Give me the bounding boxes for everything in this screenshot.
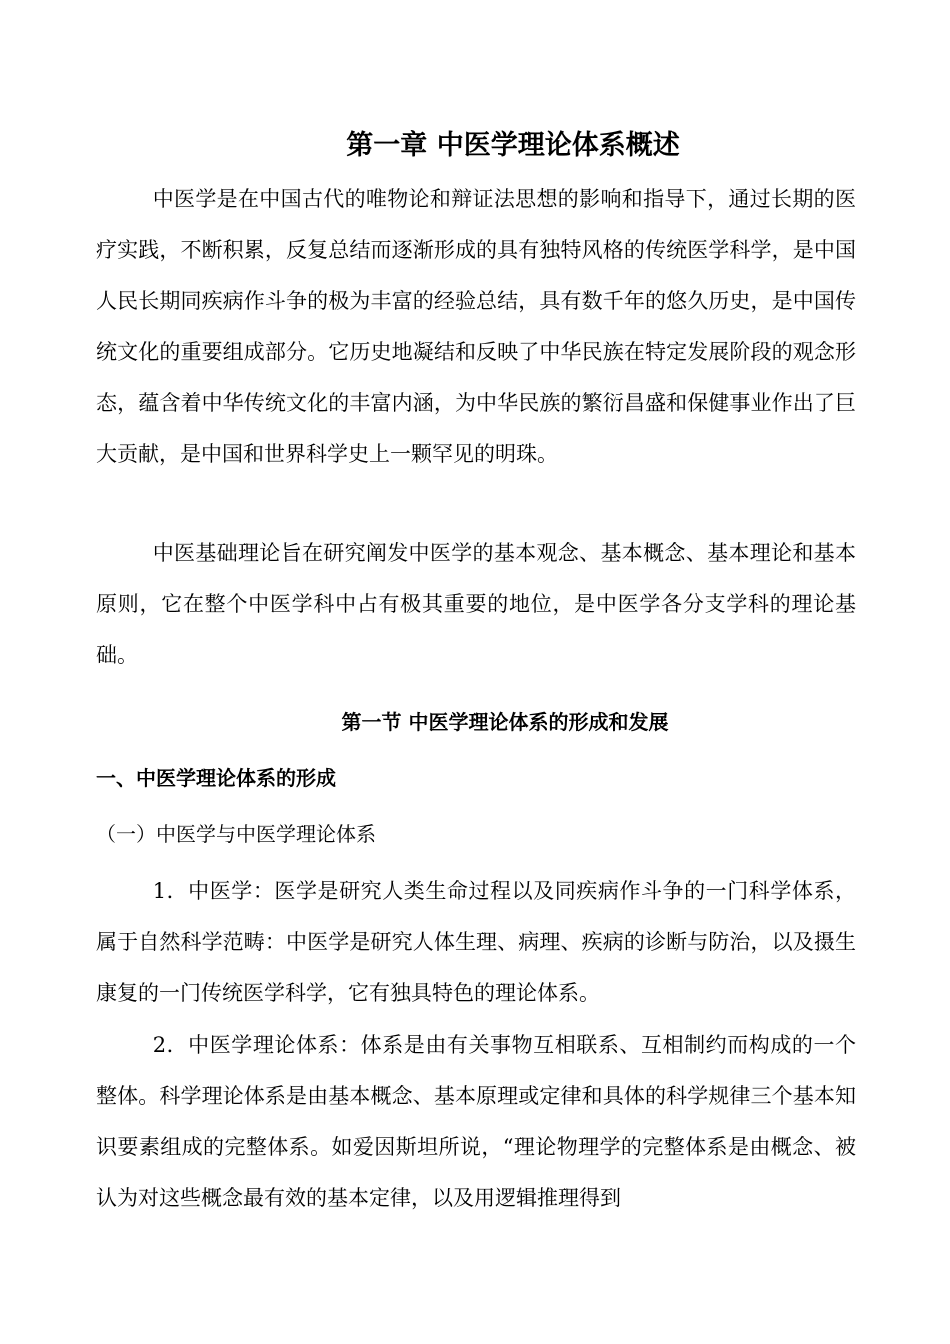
body-paragraph: 1．中医学：医学是研究人类生命过程以及同疾病作斗争的一门科学体系，属于自然科学范畴：中医学是研究人体生理、病理、疾病的诊断与防治，以及摄生康复的一门传统医学科学，它有独具特色的理论体系。 <box>96 879 856 1005</box>
intro-paragraph: 中医基础理论旨在研究阐发中医学的基本观念、基本概念、基本理论和基本原则，它在整个中医学科中占有极其重要的地位，是中医学各分支学科的理论基础。 <box>96 541 856 667</box>
chapter-title: 第一章 中医学理论体系概述 <box>346 130 680 161</box>
section-title: 第一节 中医学理论体系的形成和发展 <box>341 710 669 734</box>
heading-level-1: 一、中医学理论体系的形成 <box>96 766 336 790</box>
body-paragraph: 2．中医学理论体系：体系是由有关事物互相联系、互相制约而构成的一个整体。科学理论体系是由基本概念、基本原理或定律和具体的科学规律三个基本知识要素组成的完整体系。如爱因斯坦所说，“理论物理学的完整体系是由概念、被认为对这些概念最有效的基本定律，以及用逻辑推理得到 <box>96 1033 856 1210</box>
intro-paragraph: 中医学是在中国古代的唯物论和辩证法思想的影响和指导下，通过长期的医疗实践，不断积累，反复总结而逐渐形成的具有独特风格的传统医学科学，是中国人民长期同疾病作斗争的极为丰富的经验总结，具有数千年的悠久历史，是中国传统文化的重要组成部分。它历史地凝结和反映了中华民族在特定发展阶段的观念形态，蕴含着中华传统文化的丰富内涵，为中华民族的繁衍昌盛和保健事业作出了巨大贡献，是中国和世界科学史上一颗罕见的明珠。 <box>96 187 856 466</box>
heading-level-2: （一）中医学与中医学理论体系 <box>96 822 376 846</box>
